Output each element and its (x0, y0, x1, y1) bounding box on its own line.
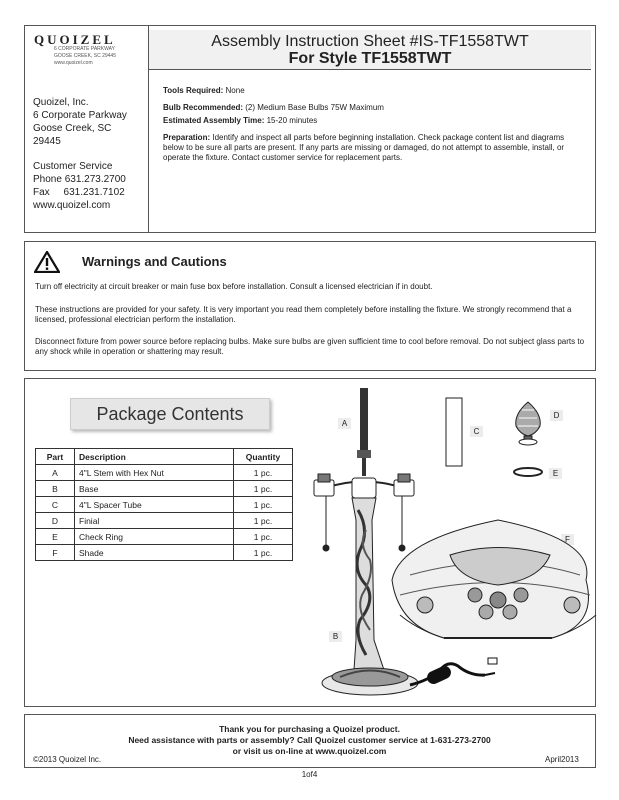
company-line-2: 6 Corporate Parkway (33, 110, 127, 121)
part-letter: B (36, 481, 75, 497)
shade-part (392, 520, 596, 638)
company-line-3: Goose Creek, SC (33, 123, 112, 134)
revision-date: April2013 (545, 755, 579, 764)
label-a: A (338, 418, 351, 429)
part-description: Shade (75, 545, 234, 561)
part-quantity: 1 pc. (234, 529, 293, 545)
part-letter: E (36, 529, 75, 545)
warning-paragraph-3: Disconnect fixture from power source before replacing bulbs. Make sure bulbs are given sufficient time to cool before removal. Do not subject glass parts to any shock while in operation or shattering may result. (35, 337, 585, 356)
footer-assistance: Need assistance with parts or assembly? Call Quoizel customer service at 1-631-273-2700 (128, 735, 491, 745)
logo-address-2: GOOSE CREEK, SC 29445 (54, 53, 116, 59)
page-number: 1of4 (301, 770, 318, 779)
part-description: Check Ring (75, 529, 234, 545)
spacer-tube (446, 398, 462, 466)
stem-part (357, 388, 371, 476)
table-row (36, 497, 293, 513)
label-d: D (550, 410, 563, 421)
table-row (36, 481, 293, 497)
part-description: 4"L Stem with Hex Nut (75, 465, 234, 481)
quoizel-logo: QUOIZEL (34, 32, 116, 47)
company-line-1: Quoizel, Inc. (33, 97, 89, 108)
table-row (36, 465, 293, 481)
label-c: C (470, 426, 483, 437)
warning-icon (34, 251, 60, 273)
footer-website: or visit us on-line at www.quoizel.com (232, 746, 387, 756)
document-subtitle: For Style TF1558TWT (288, 50, 452, 67)
preparation: Preparation: Identify and inspect all parts before beginning installation. Check package content list and diagrams below to be sure all parts are present. If any parts are missing or damaged, do not attempt to assemble, install, or operate the fixture. Contact customer service for replacement parts. (163, 133, 565, 162)
part-description: 4"L Spacer Tube (75, 497, 234, 513)
logo-address-1: 6 CORPORATE PARKWAY (54, 46, 115, 52)
label-f: F (561, 534, 574, 545)
warning-paragraph-2: These instructions are provided for your safety. It is very important you read them completely before installing the fixture. We strongly recommend that a licensed, professional electrician perform the installation. (35, 305, 572, 324)
parts-table (35, 448, 293, 561)
footer-thanks: Thank you for purchasing a Quoizel product. (219, 724, 400, 734)
table-row (36, 513, 293, 529)
copyright: ©2013 Quoizel Inc. (33, 755, 102, 764)
part-letter: A (36, 465, 75, 481)
col-part: Part (36, 449, 75, 465)
part-letter: F (36, 545, 75, 561)
col-description: Description (75, 449, 234, 465)
part-quantity: 1 pc. (234, 513, 293, 529)
company-line-4: 29445 (33, 136, 61, 147)
bulb-recommended: Bulb Recommended: (2) Medium Base Bulbs 75W Maximum (163, 103, 384, 112)
warning-paragraph-1: Turn off electricity at circuit breaker or main fuse box before installation. Consult a licensed electrician if in doubt. (35, 282, 433, 291)
lamp-illustration (300, 380, 600, 705)
document-title: Assembly Instruction Sheet #IS-TF1558TWT (211, 33, 529, 50)
package-contents-title: Package Contents (70, 398, 270, 430)
table-row (36, 529, 293, 545)
logo-address-3: www.quoizel.com (54, 60, 93, 66)
part-quantity: 1 pc. (234, 545, 293, 561)
customer-service-label: Customer Service (33, 161, 113, 172)
part-description: Base (75, 481, 234, 497)
part-letter: D (36, 513, 75, 529)
part-letter: C (36, 497, 75, 513)
part-quantity: 1 pc. (234, 481, 293, 497)
assembly-time: Estimated Assembly Time: 15-20 minutes (163, 116, 318, 125)
part-quantity: 1 pc. (234, 497, 293, 513)
customer-service-phone: Phone 631.273.2700 (33, 174, 126, 185)
label-b: B (329, 631, 342, 642)
label-e: E (549, 468, 562, 479)
parts-table-header (36, 449, 293, 465)
title-bar (149, 30, 591, 70)
tools-required: Tools Required: None (163, 86, 245, 95)
warnings-title: Warnings and Cautions (82, 254, 227, 269)
table-row (36, 545, 293, 561)
part-description: Finial (75, 513, 234, 529)
finial-part (516, 402, 541, 445)
check-ring (514, 468, 542, 476)
power-cord (410, 658, 497, 685)
part-quantity: 1 pc. (234, 465, 293, 481)
col-quantity: Quantity (234, 449, 293, 465)
customer-service-web: www.quoizel.com (33, 200, 111, 211)
customer-service-fax: Fax 631.231.7102 (33, 187, 125, 198)
